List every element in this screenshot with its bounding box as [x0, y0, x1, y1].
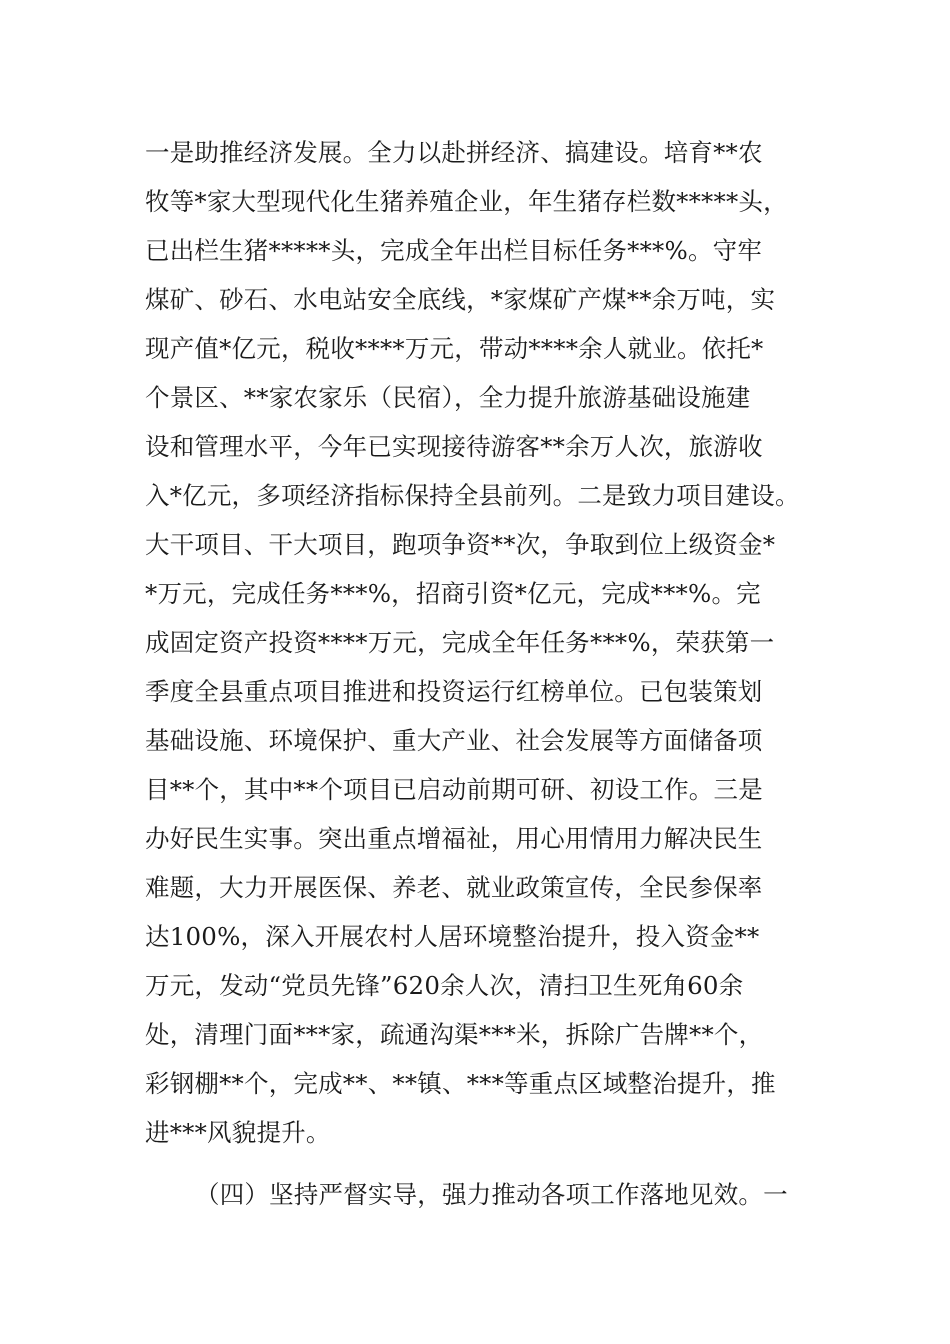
section-heading-line: （四）坚持严督实导，强力推动各项工作落地见效。一 — [195, 1180, 788, 1209]
paragraph-line: 个景区、**家农家乐（民宿），全力提升旅游基础设施建 — [145, 383, 751, 412]
paragraph-line: 大干项目、干大项目，跑项争资**次，争取到位上级资金* — [145, 530, 776, 559]
paragraph-line: 入*亿元，多项经济指标保持全县前列。二是致力项目建设。 — [145, 481, 800, 510]
paragraph-line: 基础设施、环境保护、重大产业、社会发展等方面储备项 — [145, 726, 763, 755]
paragraph-line: 万元，发动“党员先锋”620余人次，清扫卫生死角60余 — [145, 971, 744, 1000]
paragraph-line: *万元，完成任务***%，招商引资*亿元，完成***%。完 — [145, 579, 761, 608]
paragraph-line: 季度全县重点项目推进和投资运行红榜单位。已包装策划 — [145, 677, 763, 706]
paragraph-line: 目**个，其中**个项目已启动前期可研、初设工作。三是 — [145, 775, 763, 804]
paragraph-line: 牧等*家大型现代化生猪养殖企业，年生猪存栏数*****头， — [145, 187, 788, 216]
paragraph-line: 一是助推经济发展。全力以赴拼经济、搞建设。培育**农 — [145, 138, 763, 167]
paragraph-line: 煤矿、砂石、水电站安全底线，*家煤矿产煤**余万吨，实 — [145, 285, 776, 314]
paragraph-line: 成固定资产投资****万元，完成全年任务***%，荣获第一 — [145, 628, 775, 657]
paragraph-line: 设和管理水平，今年已实现接待游客**余万人次，旅游收 — [145, 432, 763, 461]
paragraph-line: 已出栏生猪*****头，完成全年出栏目标任务***%。守牢 — [145, 236, 763, 265]
paragraph-line: 处，清理门面***家，疏通沟渠***米，拆除广告牌**个， — [145, 1020, 764, 1049]
paragraph-line: 办好民生实事。突出重点增福祉，用心用情用力解决民生 — [145, 824, 763, 853]
paragraph-line: 难题，大力开展医保、养老、就业政策宣传，全民参保率 — [145, 873, 763, 902]
paragraph-line: 彩钢棚**个，完成**、**镇、***等重点区域整治提升，推 — [145, 1069, 776, 1098]
paragraph-line: 现产值*亿元，税收****万元，带动****余人就业。依托* — [145, 334, 764, 363]
paragraph-line: 进***风貌提升。 — [145, 1118, 331, 1147]
paragraph-line: 达100%，深入开展农村人居环境整治提升，投入资金** — [145, 922, 760, 951]
